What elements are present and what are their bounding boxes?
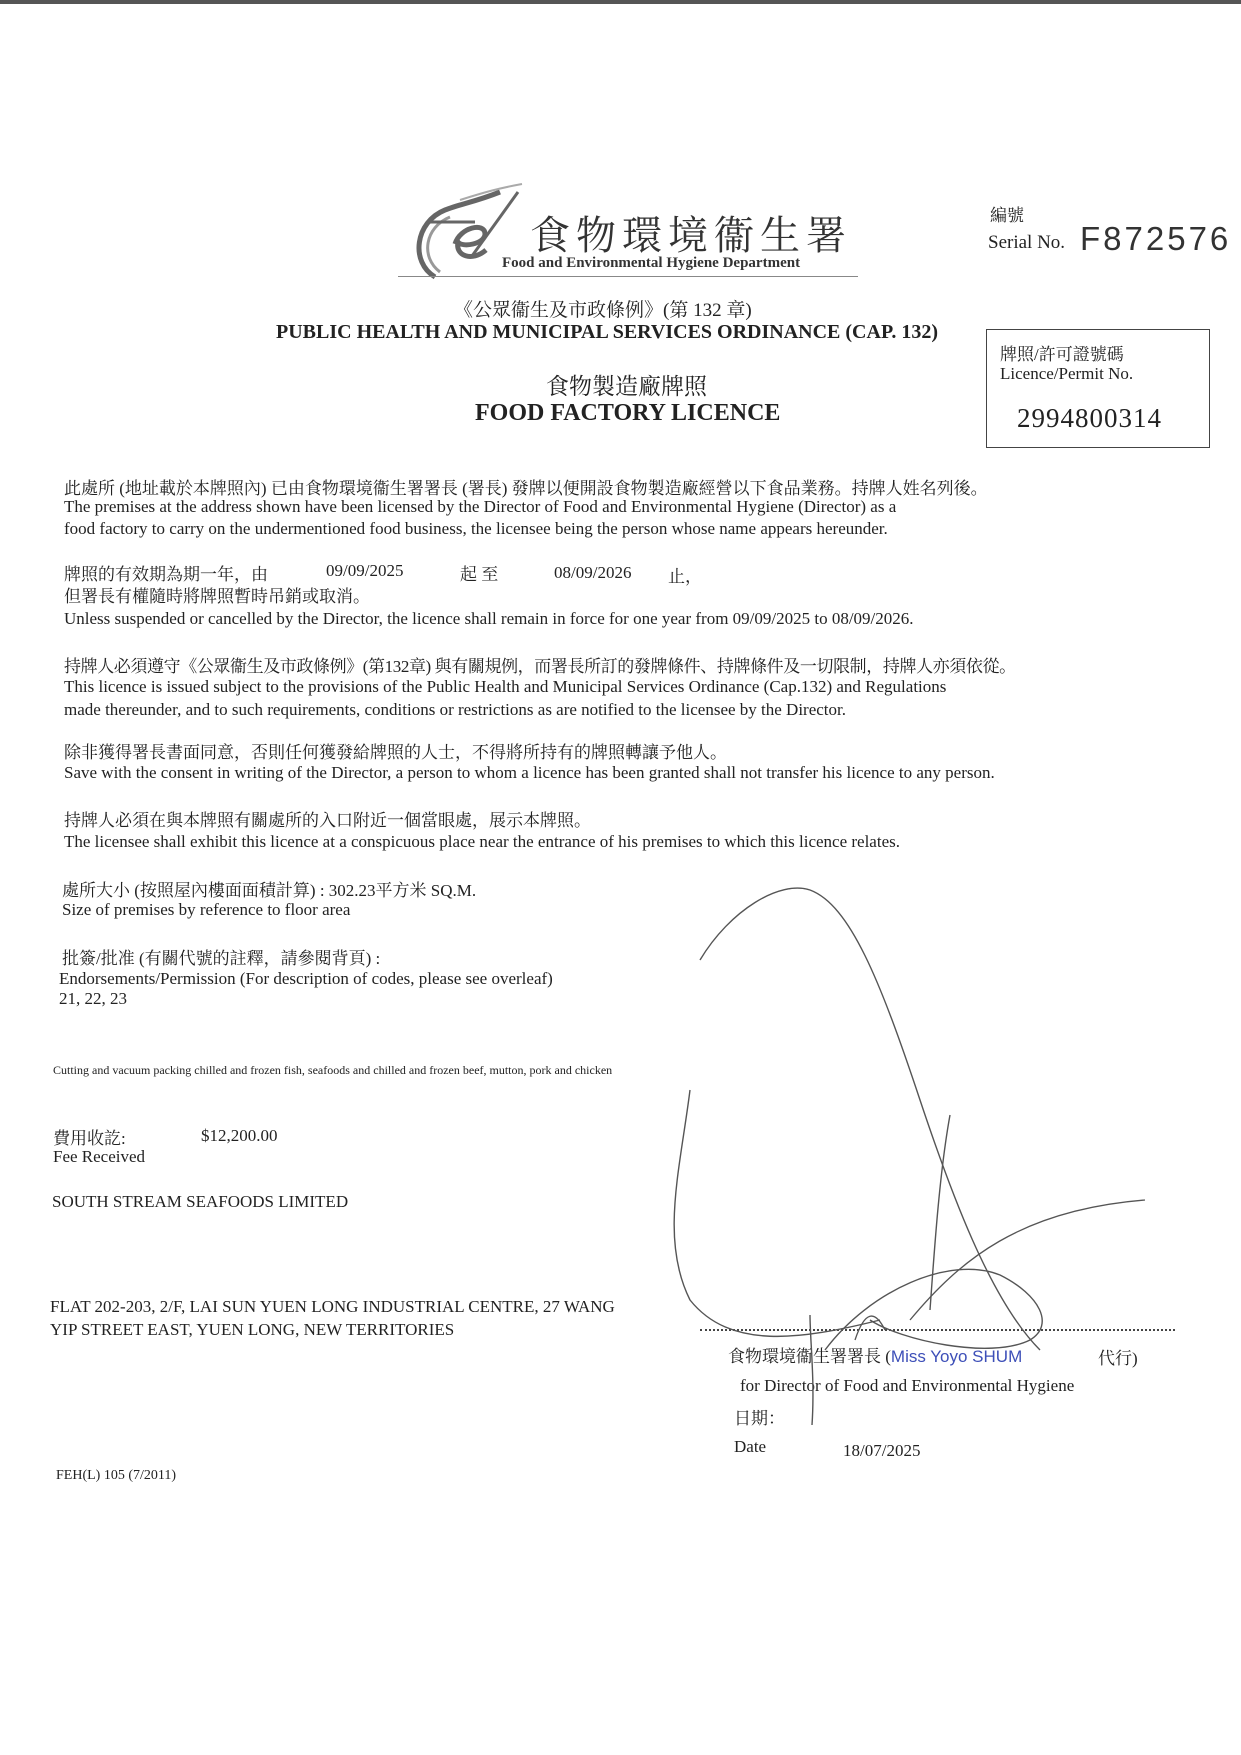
business-description: Cutting and vacuum packing chilled and frozen fish, seafoods and chilled and frozen beef, mutton, pork and chicken [53,1063,613,1077]
para3-en-line1: This licence is issued subject to the provisions of the Public Health and Municipal Services Ordinance (Cap.132) and Regulations [64,677,947,696]
para5-en: The licensee shall exhibit this licence at a conspicuous place near the entrance of his premises to which this licence relates. [64,832,900,851]
serial-label-en: Serial No. [988,232,1066,253]
serial-number: F872576 [1080,220,1232,257]
top-border [0,0,1241,4]
signatory-suffix: 代行) [1098,1349,1138,1368]
address-line2: YIP STREET EAST, YUEN LONG, NEW TERRITORIES [50,1320,455,1339]
endorsement-codes: 21, 22, 23 [59,989,127,1008]
date-label-en: Date [734,1437,767,1456]
permit-label-en: Licence/Permit No. [1000,364,1134,383]
para1-en-line2: food factory to carry on the undermentioned food business, the licensee being the person whose name appears hereunder. [64,519,888,538]
para1-en-line1: The premises at the address shown have been licensed by the Director of Food and Environmental Hygiene (Director) as a [64,497,897,516]
para2-zh-a: 牌照的有效期為期一年，由 [64,565,268,584]
ordinance-title-en: PUBLIC HEALTH AND MUNICIPAL SERVICES ORDINANCE (CAP. 132) [276,321,938,343]
para3-en-line2: made thereunder, and to such requirements, conditions or restrictions as are notified to the licensee by the Director. [64,700,847,719]
handwritten-signature [660,880,1180,1440]
fee-amount: $12,200.00 [201,1126,278,1145]
address-line1: FLAT 202-203, 2/F, LAI SUN YUEN LONG INDUSTRIAL CENTRE, 27 WANG [50,1297,615,1316]
para4-zh: 除非獲得署長書面同意，否則任何獲發給牌照的人士，不得將所持有的牌照轉讓予他人。 [64,743,727,762]
signer-name: Miss Yoyo SHUM [890,1347,1023,1366]
para5-zh: 持牌人必須在與本牌照有關處所的入口附近一個當眼處，展示本牌照。 [64,811,591,830]
endorsements-en: Endorsements/Permission (For description of codes, please see overleaf) [59,969,553,988]
valid-from-date: 09/09/2025 [326,561,404,580]
form-code: FEH(L) 105 (7/2011) [56,1468,177,1483]
para4-en: Save with the consent in writing of the Director, a person to whom a licence has been granted shall not transfer his licence to any person. [64,763,995,782]
agency-name-en: Food and Environmental Hygiene Department [502,255,801,271]
licensee-name: SOUTH STREAM SEAFOODS LIMITED [52,1192,349,1211]
date-label-zh: 日期： [734,1409,785,1428]
para2-zh-c: 止， [668,567,702,586]
ordinance-title-zh: 《公眾衞生及市政條例》(第 132 章) [454,300,752,321]
serial-label-zh: 編號 [990,206,1024,225]
valid-to-date: 08/09/2026 [554,563,632,582]
endorsements-zh: 批簽/批准 (有關代號的註釋，請參閱背頁) : [62,949,381,968]
para2-zh-b: 起 至 [460,565,499,584]
premises-size-zh: 處所大小 (按照屋內樓面面積計算) : 302.23平方米 SQ.M. [62,881,477,900]
fee-label-en: Fee Received [53,1147,146,1166]
permit-number: 2994800314 [1017,403,1162,433]
issue-date: 18/07/2025 [843,1441,921,1460]
para1-zh: 此處所 (地址載於本牌照內) 已由食物環境衞生署署長 (署長) 發牌以便開設食物製造廠經營以下食品業務。持牌人姓名列後。 [64,479,988,498]
fee-label-zh: 費用收訖: [53,1129,126,1148]
licence-title-zh: 食物製造廠牌照 [546,374,707,399]
signatory-prefix: 食物環境衞生署署長 ( [728,1347,891,1366]
permit-label-zh: 牌照/許可證號碼 [1000,345,1124,364]
para3-zh: 持牌人必須遵守《公眾衞生及市政條例》(第132章) 與有關規例，而署長所訂的發牌條件、持牌條件及一切限制，持牌人亦須依從。 [64,657,1016,676]
para2-en: Unless suspended or cancelled by the Director, the licence shall remain in force for one year from 09/09/2025 to 08/09/2026. [64,609,914,628]
agency-name-zh: 食物環境衞生署 [530,213,852,258]
para2-zh-line2: 但署長有權隨時將牌照暫時吊銷或取消。 [64,587,370,606]
licence-title-en: FOOD FACTORY LICENCE [475,400,781,426]
agency-divider [398,276,858,277]
premises-size-en: Size of premises by reference to floor area [62,900,351,919]
signatory-title-en: for Director of Food and Environmental Hygiene [740,1376,1075,1395]
